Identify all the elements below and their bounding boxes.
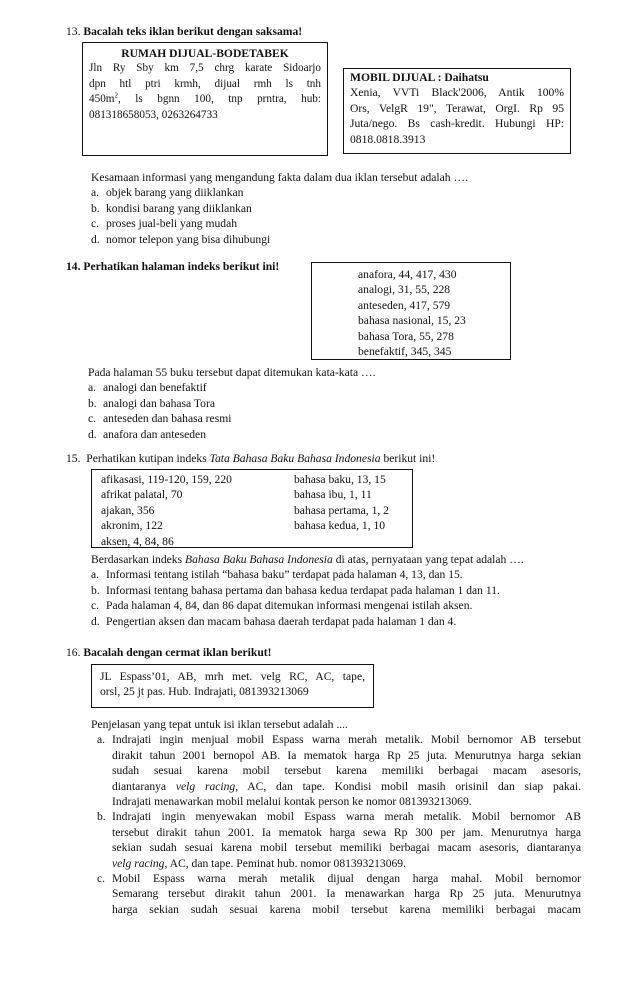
option-c[interactable]: c. Mobil Espass warna merah metalik dijual dengan harga mahal. Mobil bernomor Semarang tersebut dirakit tahun 2001. Ia menawarkan harga Rp 25 juta. Menurutnya harga sekian sudah sesuai karena mobil tersebut karena memiliki berbagai macam bbox=[97, 872, 581, 916]
question-13-title bbox=[66, 24, 578, 39]
option-b[interactable]: b. analogi dan bahasa Tora bbox=[88, 396, 215, 410]
question-text: Kesamaan informasi yang mengandung fakta dalam dua iklan tersebut adalah …. bbox=[91, 171, 468, 184]
index-entry: afrikat palatal, 70 bbox=[101, 488, 183, 502]
option-b[interactable]: b. Informasi tentang bahasa pertama dan bahasa kedua terdapat pada halaman 1 dan 11. bbox=[91, 583, 500, 597]
index-column-right bbox=[294, 472, 389, 534]
question-number: 15. bbox=[66, 452, 81, 465]
option-c[interactable]: c. anteseden dan bahasa resmi bbox=[88, 412, 232, 426]
ad-car-line: Ors, VelgR 19", Terawat, OrgI. Rp 95 bbox=[350, 101, 564, 115]
ad-espass-line: JL Espass’01, AB, mrh met. velg RC, AC, tape, bbox=[100, 670, 365, 683]
index-entry: bahasa baku, 13, 15 bbox=[294, 473, 386, 486]
question-text: Berdasarkan indeks Bahasa Baku Bahasa Indonesia di atas, pernyataan yang tepat adalah …. bbox=[91, 553, 524, 566]
ad-house-box bbox=[82, 42, 328, 156]
question-14-body bbox=[88, 365, 568, 442]
index-entry: anafora, 44, 417, 430 bbox=[358, 268, 457, 281]
index-entry: bahasa ibu, 1, 11 bbox=[294, 488, 372, 502]
ad-car-line: 0818.0818.3913 bbox=[350, 132, 426, 146]
ad-car-title: MOBIL DIJUAL : Daihatsu bbox=[350, 71, 489, 84]
option-a[interactable]: a. Indrajati ingin menjual mobil Espass warna merah metalik. Mobil bernomor AB tersebut dirakit tahun 2001 bernopol AB. Ia mematok harga Rp 25 juta. Menurutnya harga sekian sudah sesuai karena mobil tersebut karena memiliki berbagai macam asesoris, diantaranya velg racing, AC, dan tape. Kondisi mobil masih orisinil dan siap pakai. Indrajati menawarkan mobil melalui kontak person ke nomor 081393213069. bbox=[97, 733, 581, 809]
question-number: 13. bbox=[66, 25, 81, 38]
index-entry: analogi, 31, 55, 228 bbox=[358, 283, 451, 297]
book-title: Tata Bahasa Baku Bahasa Indonesia bbox=[209, 452, 381, 465]
option-d[interactable]: d. anafora dan anteseden bbox=[88, 427, 206, 441]
ad-house-line: 081318658053, 0263264733 bbox=[89, 108, 218, 121]
ad-car-box bbox=[343, 68, 571, 154]
index-entry: bahasa Tora, 55, 278 bbox=[358, 329, 454, 343]
option-b[interactable]: b. kondisi barang yang diiklankan bbox=[91, 201, 252, 215]
question-15-title: 15. Perhatikan kutipan indeks Tata Bahasa Baku Bahasa Indonesia berikut ini! bbox=[66, 452, 436, 465]
question-number: 14 bbox=[66, 260, 78, 273]
option-a[interactable]: a. Informasi tentang istilah “bahasa baku” terdapat pada halaman 4, 13, dan 15. bbox=[91, 568, 463, 582]
ad-house-line: dpn htl ptri krmh, dijual rmh ls tnh bbox=[89, 77, 321, 90]
index-column-left bbox=[101, 472, 232, 549]
ad-house-title: RUMAH DIJUAL-BODETABEK bbox=[121, 47, 289, 60]
index-entry: bahasa nasional, 15, 23 bbox=[358, 314, 466, 328]
question-16-title bbox=[66, 645, 578, 660]
index-box bbox=[311, 262, 511, 360]
index-box-2 bbox=[91, 469, 413, 548]
question-number: 16. bbox=[66, 646, 81, 659]
question-text: Penjelasan yang tepat untuk isi iklan tersebut adalah .... bbox=[91, 718, 348, 731]
index-entry: anteseden, 417, 579 bbox=[358, 298, 451, 312]
ad-espass-box bbox=[91, 664, 374, 708]
option-c[interactable]: c. Pada halaman 4, 84, dan 86 dapat ditemukan informasi mengenai istilah aksen. bbox=[91, 599, 473, 613]
question-instruction: Bacalah dengan cermat iklan berikut! bbox=[83, 646, 272, 659]
option-b[interactable]: b. Indrajati ingin menyewakan mobil Espass warna merah metalik. Mobil bernomor AB tersebut dirakit tahun 2001. Ia mematok harga sewa Rp 300 per jam. Menurutnya harga sekian sudah sesuai karena mobil tersebut memiliki berbagai macam asesoris, diantaranya velg racing, AC, dan tape. Peminat hub. nomor 081393213069. bbox=[97, 810, 581, 870]
index-entry: ajakan, 356 bbox=[101, 503, 155, 517]
ad-car-line: Juta/nego. Bs cash-kredit. Hubungi HP: bbox=[350, 117, 564, 131]
ad-house-line: $450m^2$, ls bgnn 100, tnp prntra, hub: bbox=[89, 91, 321, 106]
option-d[interactable]: d. Pengertian aksen dan macam bahasa daerah terdapat pada halaman 1 dan 4. bbox=[91, 614, 457, 628]
question-instruction: . Perhatikan halaman indeks berikut ini! bbox=[77, 260, 280, 273]
index-entry: bahasa pertama, 1, 2 bbox=[294, 503, 389, 517]
question-16-body bbox=[91, 717, 581, 917]
ad-house-line: Jln Ry Sby km 7,5 chrg karate Sidoarjo bbox=[89, 62, 321, 75]
index-entry: afikasasi, 119-120, 159, 220 bbox=[101, 473, 232, 486]
option-a[interactable]: a. objek barang yang diiklankan bbox=[91, 186, 244, 200]
option-c[interactable]: c. proses jual-beli yang mudah bbox=[91, 217, 238, 231]
index-entry: bahasa kedua, 1, 10 bbox=[294, 519, 386, 533]
ad-car-line: Xenia, VVTi Black'2006, Antik 100% bbox=[350, 86, 564, 100]
question-text: Pada halaman 55 buku tersebut dapat ditemukan kata-kata …. bbox=[88, 366, 376, 379]
index-entry: aksen, 4, 84, 86 bbox=[101, 534, 174, 548]
question-13-body bbox=[91, 170, 571, 247]
option-a[interactable]: a. analogi dan benefaktif bbox=[88, 381, 207, 395]
ad-espass-line: orsl, 25 jt pas. Hub. Indrajati, 081393213069 bbox=[100, 685, 309, 699]
index-entry: benefaktif, 345, 345 bbox=[358, 345, 452, 359]
option-d[interactable]: d. nomor telepon yang bisa dihubungi bbox=[91, 232, 271, 246]
question-instruction: Bacalah teks iklan berikut dengan saksama! bbox=[83, 25, 303, 38]
index-entry: akronim, 122 bbox=[101, 519, 163, 533]
question-instruction: Perhatikan kutipan indeks bbox=[86, 452, 207, 465]
question-15-body bbox=[91, 552, 581, 629]
